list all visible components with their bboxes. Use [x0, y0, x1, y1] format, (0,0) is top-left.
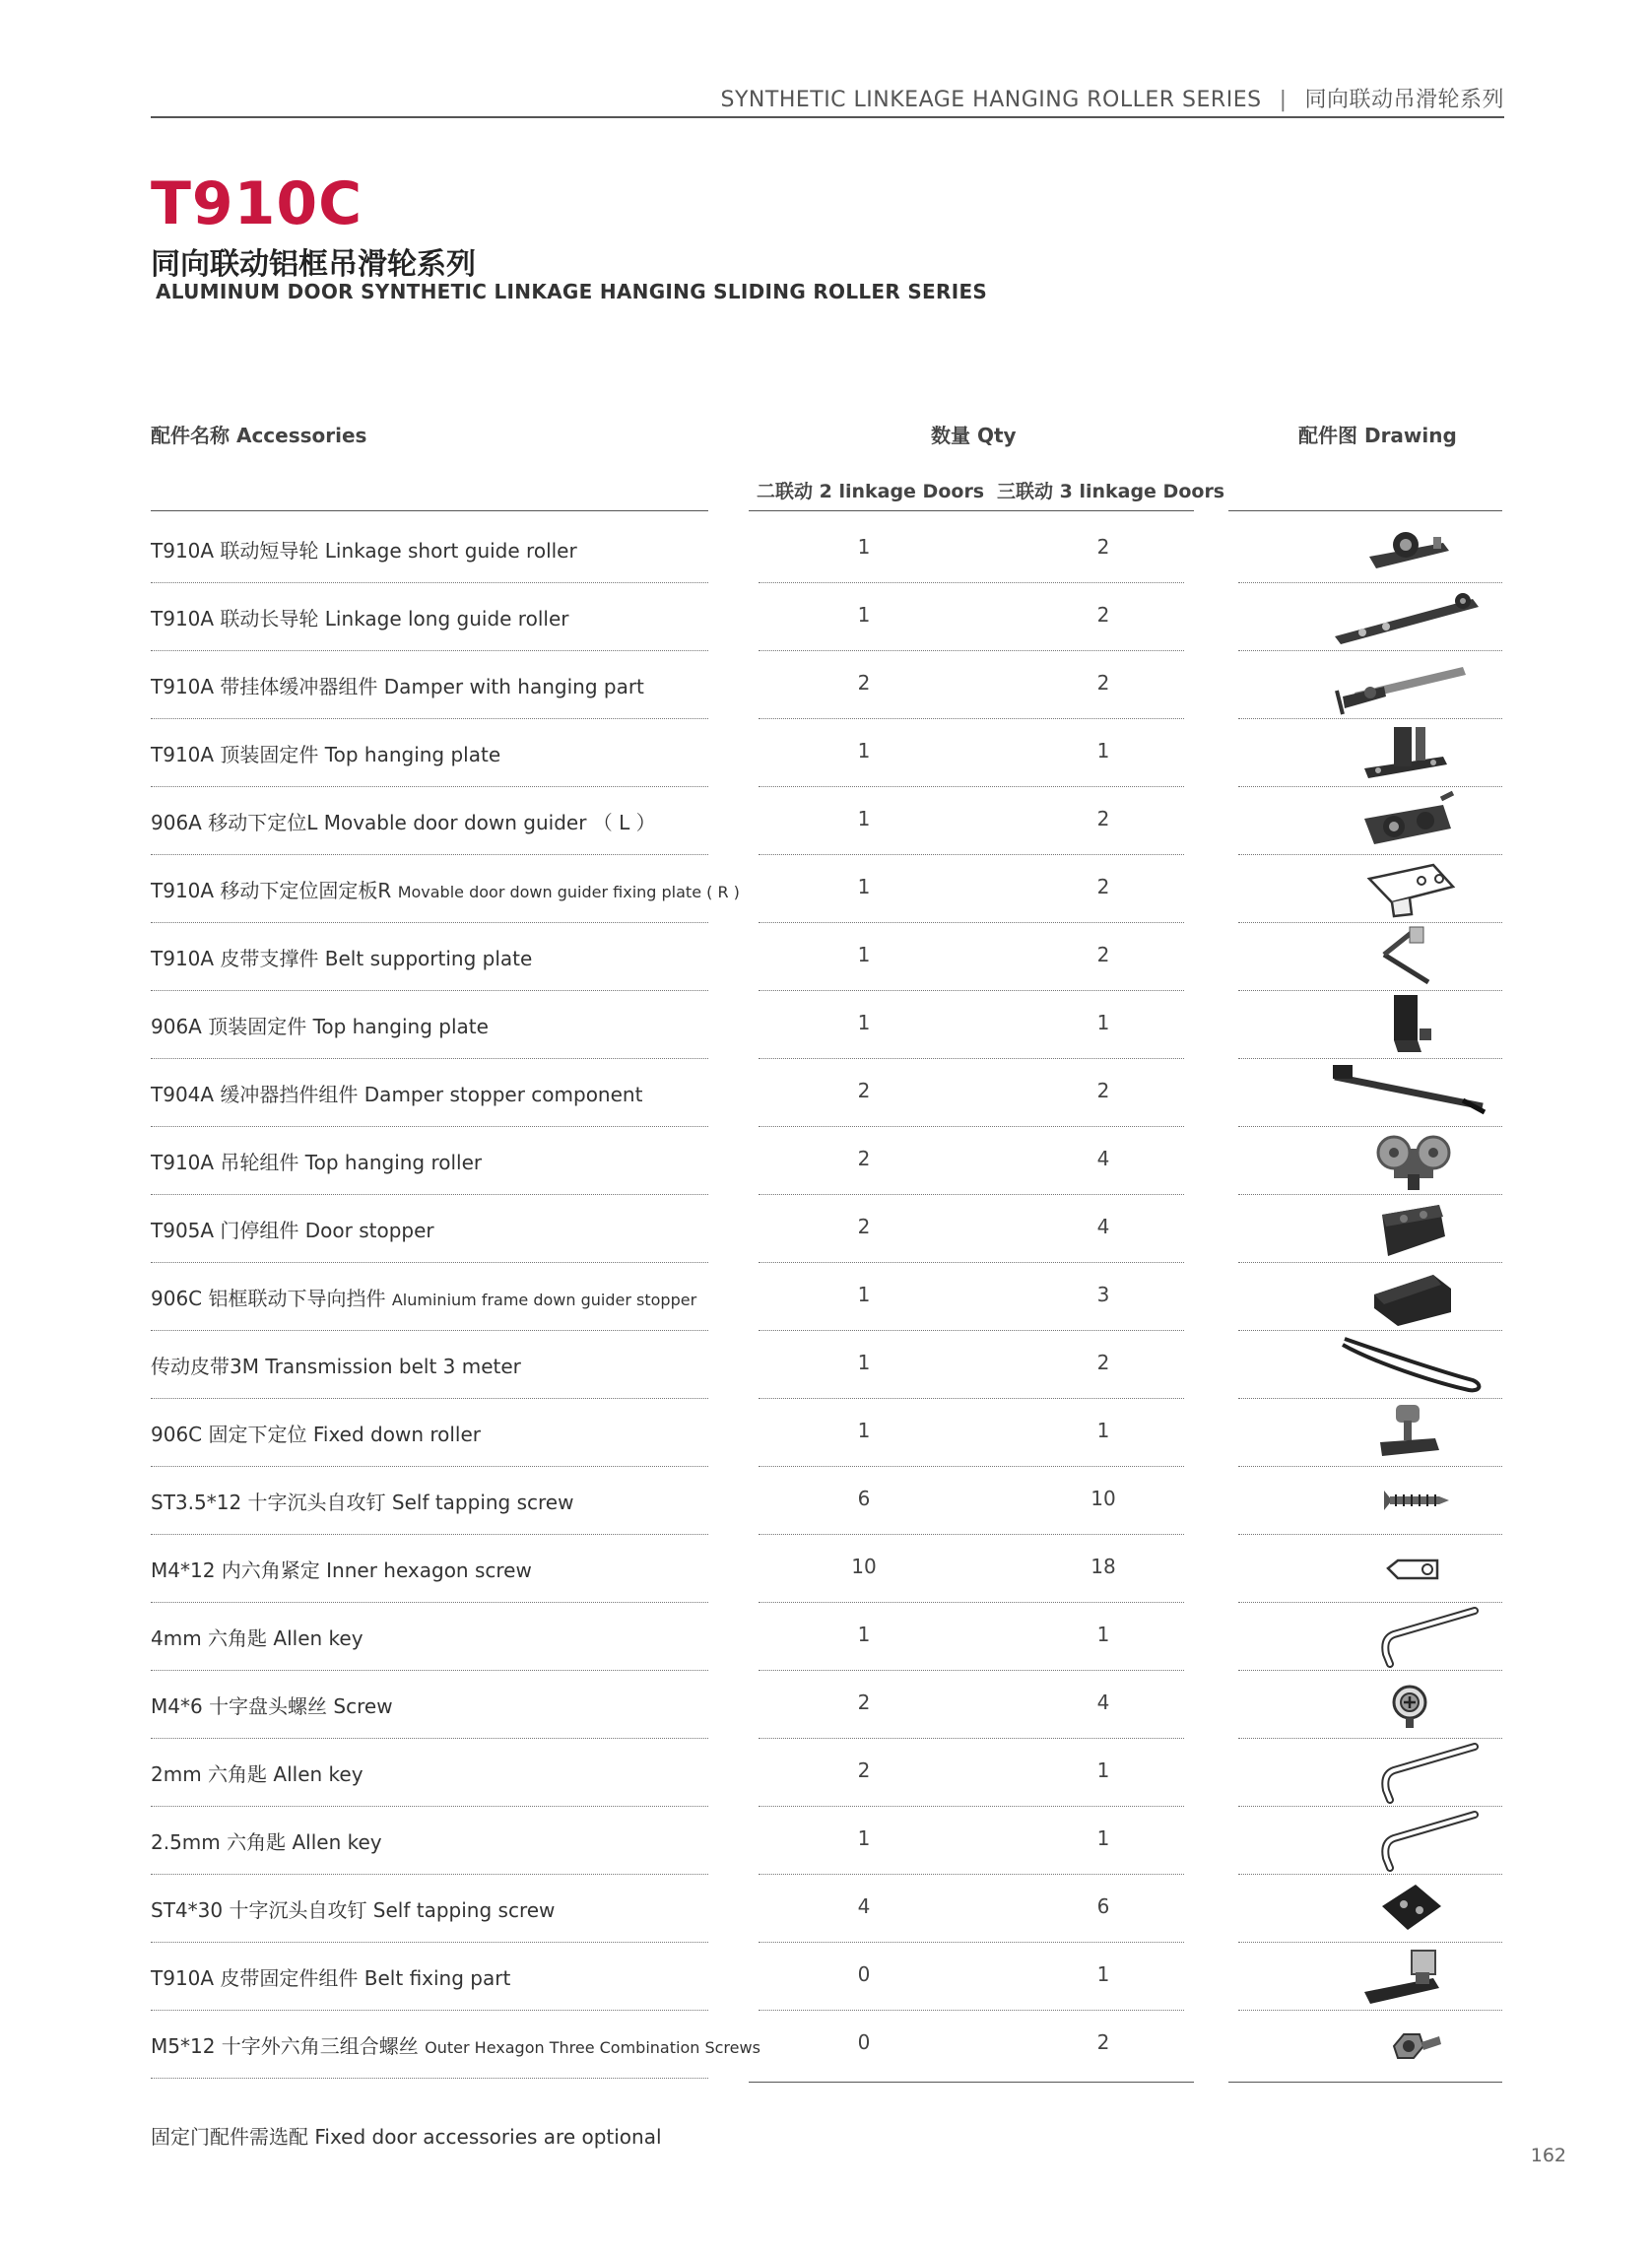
accessory-name — [151, 943, 532, 971]
qty-two-linkage: 1 — [857, 875, 871, 898]
accessory-name-detail: Outer Hexagon Three Combination Screws — [425, 2038, 760, 2057]
qty-three-linkage: 2 — [1096, 2030, 1110, 2054]
allen-key-icon — [1325, 1809, 1492, 1872]
accessory-name — [151, 1758, 363, 1787]
accessory-name-text: T910A 联动长导轮 Linkage long guide roller — [151, 607, 569, 630]
series-en: SYNTHETIC LINKEAGE HANGING ROLLER SERIES — [720, 88, 1262, 112]
qty-three-linkage: 2 — [1096, 943, 1110, 966]
accessory-name — [151, 1623, 363, 1651]
table-row — [0, 1127, 1652, 1195]
qty-two-linkage: 1 — [857, 535, 871, 559]
belt-icon — [1325, 1333, 1492, 1396]
qty-two-linkage: 1 — [857, 1351, 871, 1374]
qty-two-linkage: 6 — [857, 1487, 871, 1510]
accessory-name-text: ST3.5*12 十字沉头自攻钉 Self tapping screw — [151, 1491, 574, 1514]
table-row — [0, 855, 1652, 923]
qty-two-linkage: 1 — [857, 1011, 871, 1034]
table-row — [0, 1875, 1652, 1943]
accessory-name-detail: Movable door down guider fixing plate ( R ) — [397, 883, 740, 901]
drawing-header: 配件图 Drawing — [1298, 424, 1457, 447]
qty-two-linkage: 2 — [857, 1758, 871, 1782]
qty-three-linkage: 1 — [1096, 1962, 1110, 1986]
table-row — [0, 1195, 1652, 1263]
hexagon-screw-icon — [1325, 1537, 1492, 1600]
accessory-name — [151, 671, 644, 699]
qty-two-linkage: 10 — [851, 1555, 877, 1578]
qty-header: 数量 Qty — [931, 424, 1017, 447]
qty-three-linkage: 4 — [1096, 1147, 1110, 1170]
down-guider-icon — [1325, 789, 1492, 852]
accessory-name — [151, 1487, 573, 1515]
accessory-name — [151, 1079, 642, 1107]
title-cn: 同向联动铝框吊滑轮系列 — [151, 247, 476, 282]
table-row — [0, 1603, 1652, 1671]
accessory-name-text: T910A 联动短导轮 Linkage short guide roller — [151, 539, 577, 563]
footer-rule-right — [1228, 2082, 1502, 2083]
accessory-name — [151, 1894, 555, 1923]
accessory-name-text: T910A 皮带固定件组件 Belt fixing part — [151, 1966, 511, 1990]
qty-two-linkage: 1 — [857, 1826, 871, 1850]
accessory-name-text: 传动皮带3M Transmission belt 3 meter — [151, 1355, 521, 1378]
accessory-name-text: T910A 皮带支撑件 Belt supporting plate — [151, 947, 533, 970]
accessory-name — [151, 1147, 482, 1175]
accessory-name — [151, 807, 656, 835]
table-row — [0, 1943, 1652, 2011]
qty-three-linkage: 1 — [1096, 1826, 1110, 1850]
qty-two-linkage: 1 — [857, 943, 871, 966]
accessory-name-text: 4mm 六角匙 Allen key — [151, 1626, 363, 1650]
belt-support-icon — [1325, 925, 1492, 988]
qty-three-linkage: 4 — [1096, 1215, 1110, 1238]
accessory-name — [151, 1419, 481, 1447]
accessory-name-text: 2mm 六角匙 Allen key — [151, 1762, 363, 1786]
door-stopper-icon — [1325, 1197, 1492, 1260]
accessory-name — [151, 1215, 434, 1243]
table-row — [0, 583, 1652, 651]
qty-three-linkage: 18 — [1090, 1555, 1116, 1578]
accessory-name-text: T905A 门停组件 Door stopper — [151, 1219, 434, 1242]
table-row — [0, 719, 1652, 787]
accessory-name — [151, 1962, 510, 1991]
accessory-name-text: 906A 顶装固定件 Top hanging plate — [151, 1015, 489, 1038]
footer-rule-middle — [749, 2082, 1194, 2083]
table-row — [0, 1535, 1652, 1603]
accessory-name-text: T910A 顶装固定件 Top hanging plate — [151, 743, 501, 766]
qty-three-linkage: 2 — [1096, 671, 1110, 695]
page-number: 162 — [1530, 2145, 1566, 2166]
tapping-screw-icon — [1325, 1469, 1492, 1532]
qty-two-linkage: 2 — [857, 1691, 871, 1714]
accessory-name — [151, 2030, 760, 2059]
accessory-name-text: 906C 铝框联动下导向挡件 — [151, 1287, 392, 1310]
model-number: T910C — [151, 169, 363, 238]
two-linkage-header: 二联动 2 linkage Doors — [757, 481, 985, 502]
accessory-name-text: T910A 带挂体缓冲器组件 Damper with hanging part — [151, 675, 644, 698]
table-row — [0, 1671, 1652, 1739]
qty-three-linkage: 3 — [1096, 1283, 1110, 1306]
table-row — [0, 1807, 1652, 1875]
allen-key-icon — [1325, 1605, 1492, 1668]
accessory-name — [151, 1351, 521, 1379]
accessory-name-text: M4*6 十字盘头螺丝 Screw — [151, 1694, 393, 1718]
header-rule-right — [1228, 510, 1502, 511]
qty-two-linkage: 1 — [857, 807, 871, 830]
accessory-name-text: T910A 吊轮组件 Top hanging roller — [151, 1151, 483, 1174]
row-divider — [151, 2078, 708, 2079]
table-row — [0, 923, 1652, 991]
table-row — [0, 651, 1652, 719]
accessory-name-detail: Aluminium frame down guider stopper — [391, 1291, 697, 1309]
accessory-name — [151, 535, 577, 564]
qty-three-linkage: 6 — [1096, 1894, 1110, 1918]
qty-two-linkage: 0 — [857, 2030, 871, 2054]
accessory-name-text: 2.5mm 六角匙 Allen key — [151, 1830, 382, 1854]
table-row — [0, 1059, 1652, 1127]
accessory-name-text: T910A 移动下定位固定板R — [151, 879, 398, 902]
accessory-name — [151, 1555, 532, 1583]
accessory-name — [151, 603, 568, 631]
qty-two-linkage: 1 — [857, 1419, 871, 1442]
table-row — [0, 1467, 1652, 1535]
short-guide-roller-icon — [1325, 517, 1492, 580]
qty-two-linkage: 1 — [857, 603, 871, 627]
qty-three-linkage: 1 — [1096, 1758, 1110, 1782]
qty-three-linkage: 4 — [1096, 1691, 1110, 1714]
table-row — [0, 1399, 1652, 1467]
footnote: 固定门配件需选配 Fixed door accessories are optional — [151, 2125, 662, 2149]
qty-three-linkage: 2 — [1096, 875, 1110, 898]
accessory-name-text: M4*12 内六角紧定 Inner hexagon screw — [151, 1559, 532, 1582]
qty-three-linkage: 1 — [1096, 739, 1110, 763]
accessory-name — [151, 739, 500, 767]
accessory-name — [151, 1826, 382, 1855]
table-row — [0, 1331, 1652, 1399]
table-row — [0, 991, 1652, 1059]
hanging-roller-icon — [1325, 1129, 1492, 1192]
qty-two-linkage: 0 — [857, 1962, 871, 1986]
top-hanging-plate-icon — [1325, 721, 1492, 784]
qty-two-linkage: 2 — [857, 1147, 871, 1170]
fixed-down-roller-icon — [1325, 1401, 1492, 1464]
table-row — [0, 2011, 1652, 2079]
table-row — [0, 515, 1652, 583]
header-rule-middle — [749, 510, 1194, 511]
qty-two-linkage: 1 — [857, 1283, 871, 1306]
guider-stopper-icon — [1325, 1265, 1492, 1328]
allen-key-icon — [1325, 1741, 1492, 1804]
accessory-name-text: 906A 移动下定位L Movable door down guider （ L ） — [151, 811, 656, 834]
qty-three-linkage: 2 — [1096, 1079, 1110, 1102]
belt-fixing-icon — [1325, 1945, 1492, 2008]
accessory-name-text: ST4*30 十字沉头自攻钉 Self tapping screw — [151, 1898, 556, 1922]
title-en: ALUMINUM DOOR SYNTHETIC LINKAGE HANGING SLIDING ROLLER SERIES — [156, 280, 988, 303]
table-row — [0, 787, 1652, 855]
table-row — [0, 1263, 1652, 1331]
table-row — [0, 1739, 1652, 1807]
plate-screw-icon — [1325, 1877, 1492, 1940]
qty-three-linkage: 1 — [1096, 1419, 1110, 1442]
accessories-header: 配件名称 Accessories — [151, 424, 367, 447]
qty-three-linkage: 1 — [1096, 1011, 1110, 1034]
fixing-plate-icon — [1325, 857, 1492, 920]
qty-two-linkage: 2 — [857, 1215, 871, 1238]
header-rule — [151, 116, 1504, 118]
accessory-name — [151, 1691, 393, 1719]
damper-icon — [1325, 653, 1492, 716]
accessory-name-text: 906C 固定下定位 Fixed down roller — [151, 1423, 482, 1446]
qty-two-linkage: 4 — [857, 1894, 871, 1918]
damper-stopper-icon — [1325, 1061, 1492, 1124]
series-cn: 同向联动吊滑轮系列 — [1304, 88, 1504, 112]
qty-three-linkage: 2 — [1096, 1351, 1110, 1374]
header-rule-left — [151, 510, 708, 511]
qty-three-linkage: 1 — [1096, 1623, 1110, 1646]
combination-screw-icon — [1325, 2013, 1492, 2076]
qty-two-linkage: 2 — [857, 1079, 871, 1102]
qty-three-linkage: 2 — [1096, 535, 1110, 559]
accessory-name — [151, 1283, 696, 1311]
header-separator: | — [1279, 88, 1288, 112]
qty-three-linkage: 2 — [1096, 807, 1110, 830]
series-header — [721, 83, 1504, 113]
pan-head-screw-icon — [1325, 1673, 1492, 1736]
accessory-name — [151, 1011, 489, 1039]
three-linkage-header: 三联动 3 linkage Doors — [997, 481, 1225, 502]
qty-two-linkage: 2 — [857, 671, 871, 695]
qty-two-linkage: 1 — [857, 739, 871, 763]
accessory-name — [151, 875, 740, 903]
long-guide-roller-icon — [1325, 585, 1492, 648]
qty-three-linkage: 10 — [1090, 1487, 1116, 1510]
qty-two-linkage: 1 — [857, 1623, 871, 1646]
top-plate-icon — [1325, 993, 1492, 1056]
accessory-name-text: T904A 缓冲器挡件组件 Damper stopper component — [151, 1083, 643, 1106]
accessory-name-text: M5*12 十字外六角三组合螺丝 — [151, 2034, 426, 2058]
qty-three-linkage: 2 — [1096, 603, 1110, 627]
